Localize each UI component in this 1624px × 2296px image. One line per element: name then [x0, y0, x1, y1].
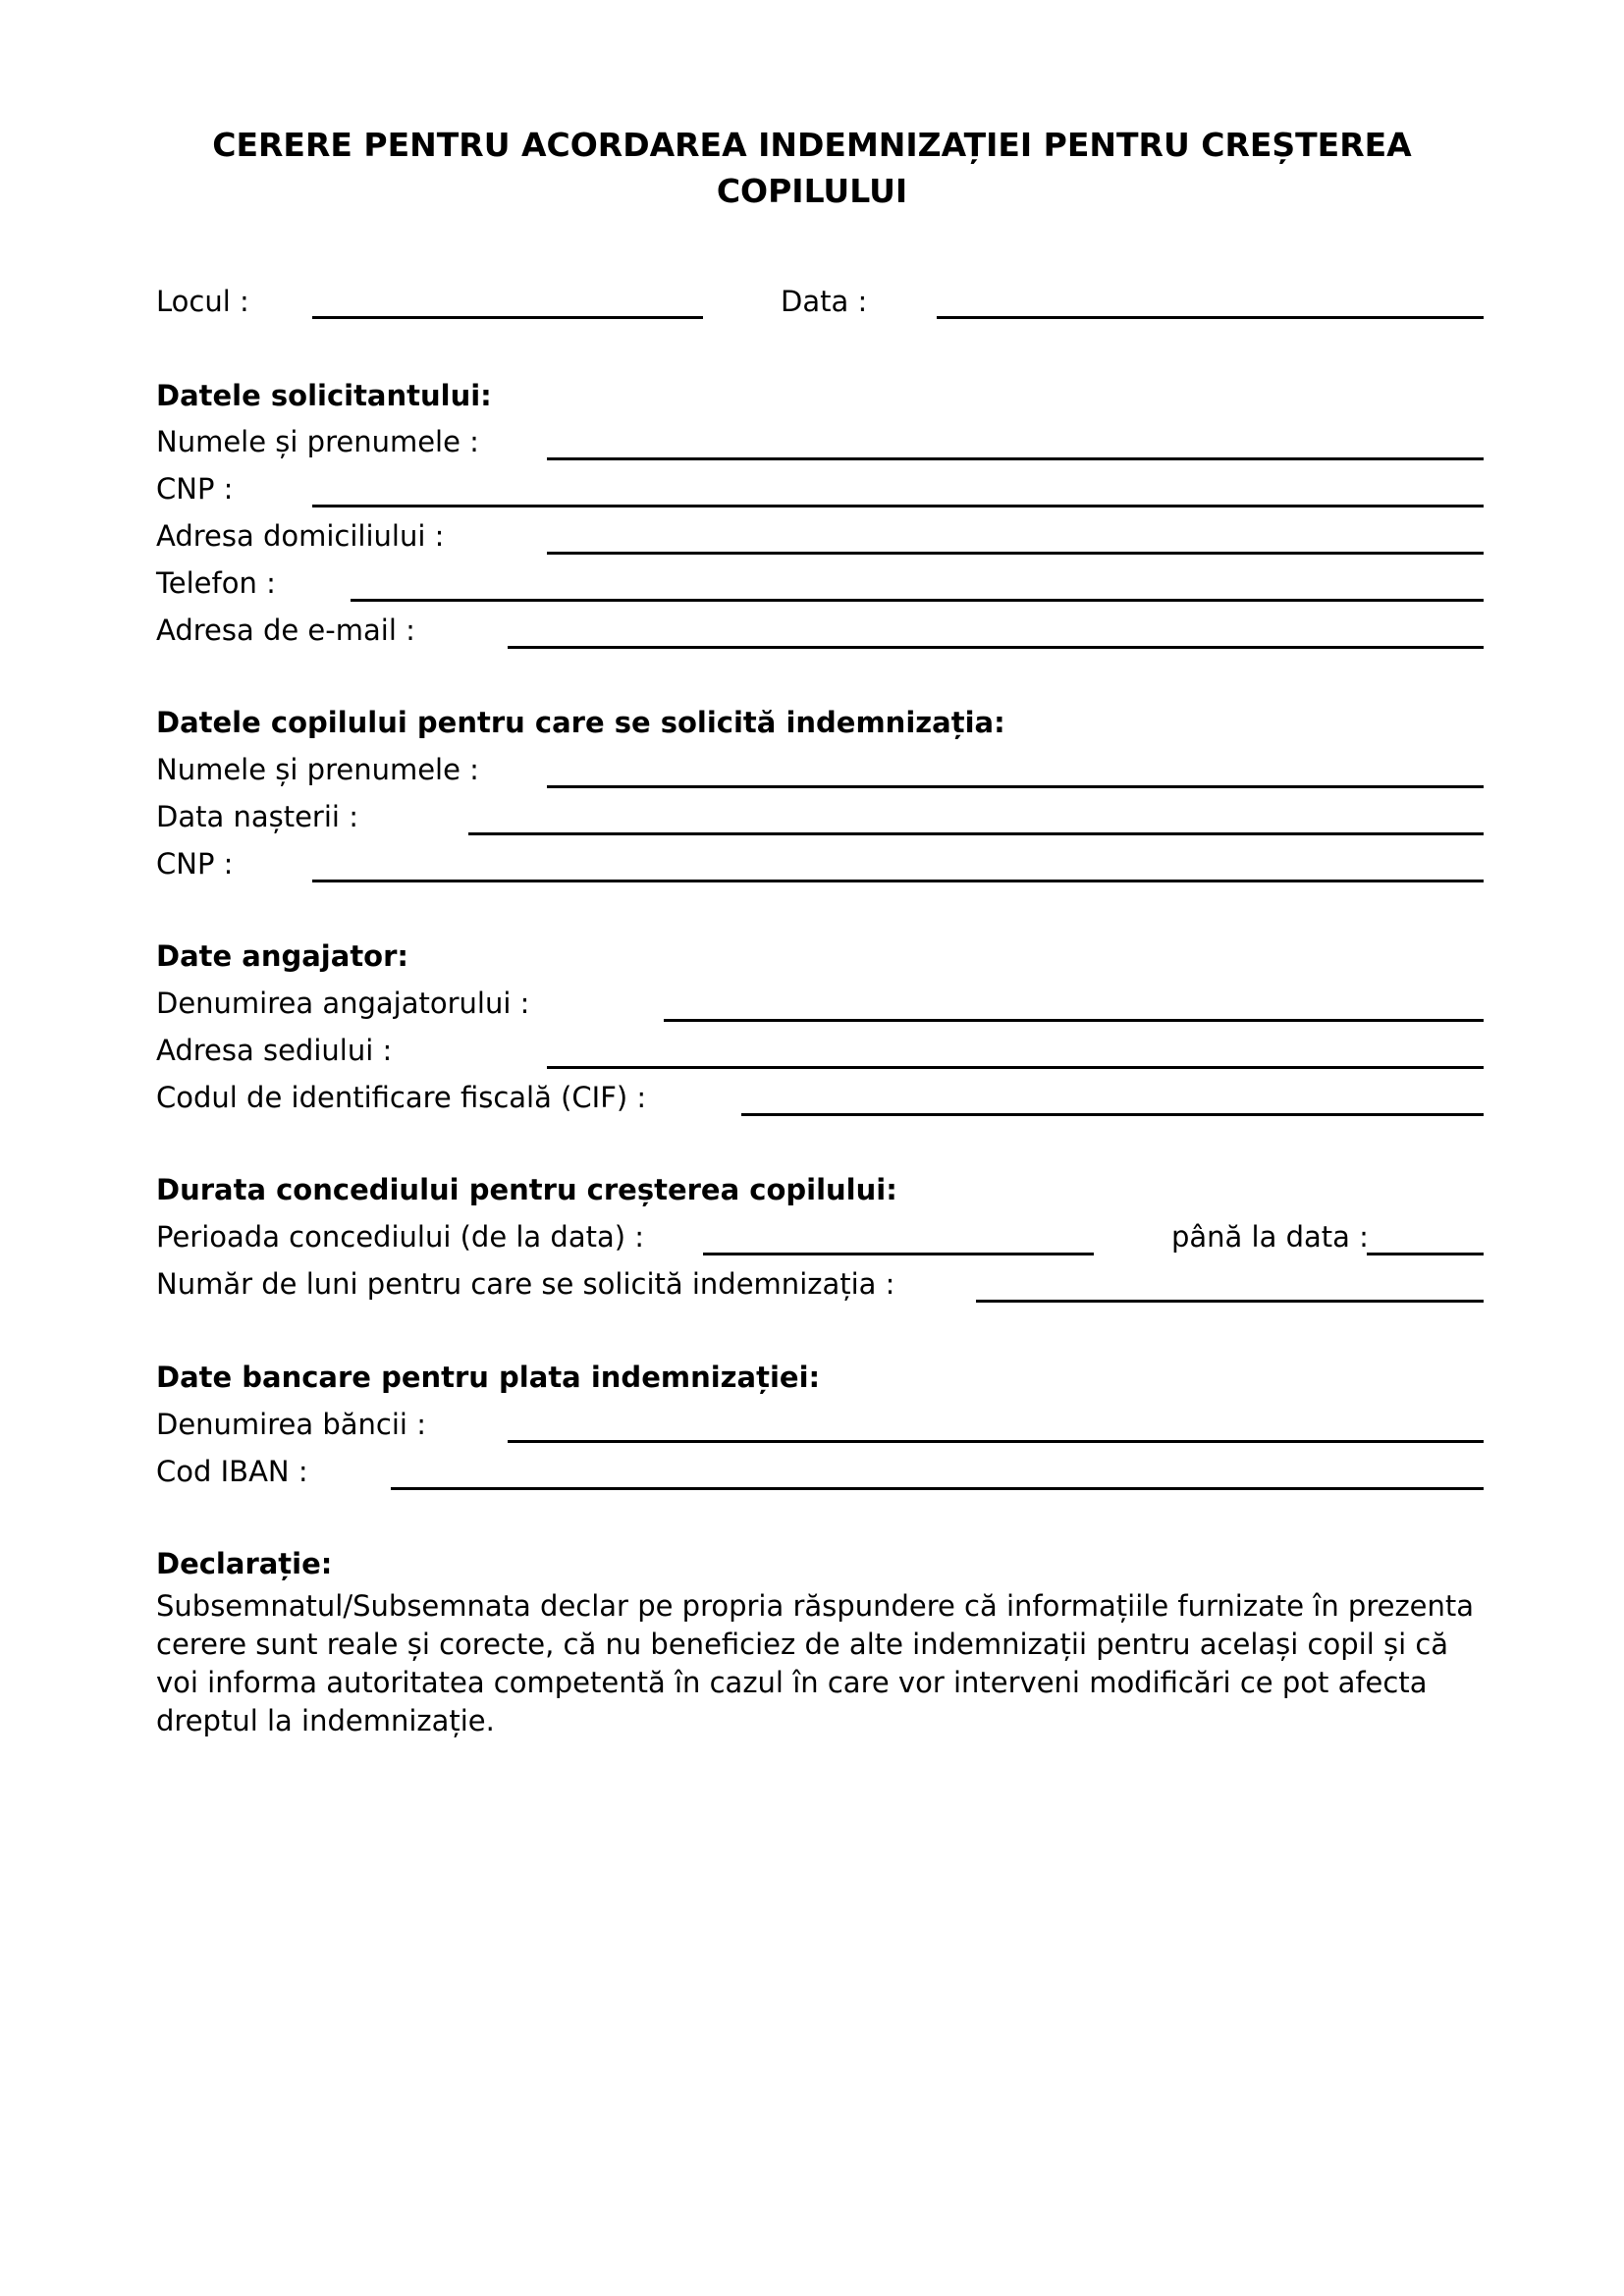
applicant-email-field[interactable]: [508, 646, 1484, 649]
declaration-text: Subsemnatul/Subsemnata declar pe propria răspundere că informațiile furnizate în prezenta cerere sunt reale și corecte, că nu beneficiez de alte indemnizații pentru același copil și că voi informa autoritatea competentă în cazul în care vor interveni modificări ce pot afecta dreptul la indemnizație.: [156, 1589, 1475, 1737]
bank-name-label: Denumirea băncii :: [156, 1408, 426, 1441]
child-birth-date-field[interactable]: [468, 832, 1484, 835]
child-name-field[interactable]: [547, 785, 1484, 788]
leave-months-field[interactable]: [976, 1300, 1484, 1303]
child-cnp-field[interactable]: [312, 880, 1484, 882]
iban-label: Cod IBAN :: [156, 1455, 308, 1488]
leave-to-field[interactable]: [1367, 1253, 1484, 1255]
applicant-cnp-field[interactable]: [312, 505, 1484, 507]
date-field[interactable]: [937, 316, 1484, 319]
iban-field[interactable]: [391, 1487, 1484, 1490]
place-field[interactable]: [312, 316, 703, 319]
leave-from-label: Perioada concediului (de la data) :: [156, 1220, 645, 1254]
applicant-name-field[interactable]: [547, 457, 1484, 460]
applicant-name-label: Numele și prenumele :: [156, 425, 479, 458]
child-heading: Datele copilului pentru care se solicită indemnizația:: [156, 706, 1005, 739]
employer-name-label: Denumirea angajatorului :: [156, 987, 530, 1020]
leave-from-field[interactable]: [703, 1253, 1094, 1255]
employer-cif-field[interactable]: [741, 1113, 1484, 1116]
bank-name-field[interactable]: [508, 1440, 1484, 1443]
applicant-phone-label: Telefon :: [156, 566, 276, 600]
leave-to-label: până la data :: [1171, 1220, 1369, 1254]
applicant-address-field[interactable]: [547, 552, 1484, 555]
declaration-heading: Declarație:: [156, 1547, 333, 1580]
leave-heading: Durata concediului pentru creșterea copilului:: [156, 1173, 897, 1206]
place-label: Locul :: [156, 285, 249, 318]
employer-address-label: Adresa sediului :: [156, 1034, 393, 1067]
applicant-email-label: Adresa de e-mail :: [156, 614, 415, 647]
employer-cif-label: Codul de identificare fiscală (CIF) :: [156, 1081, 647, 1114]
employer-name-field[interactable]: [664, 1019, 1484, 1022]
date-label: Data :: [781, 285, 868, 318]
leave-months-label: Număr de luni pentru care se solicită indemnizația :: [156, 1267, 895, 1301]
applicant-phone-field[interactable]: [351, 599, 1484, 602]
bank-heading: Date bancare pentru plata indemnizației:: [156, 1361, 821, 1394]
applicant-cnp-label: CNP :: [156, 472, 234, 506]
child-birth-date-label: Data nașterii :: [156, 800, 358, 833]
applicant-address-label: Adresa domiciliului :: [156, 519, 445, 553]
child-cnp-label: CNP :: [156, 847, 234, 881]
child-name-label: Numele și prenumele :: [156, 753, 479, 786]
document-title: CERERE PENTRU ACORDAREA INDEMNIZAȚIEI PENTRU CREȘTEREA COPILULUI: [212, 126, 1412, 210]
employer-heading: Date angajator:: [156, 939, 409, 973]
employer-address-field[interactable]: [547, 1066, 1484, 1069]
applicant-heading: Datele solicitantului:: [156, 379, 492, 412]
